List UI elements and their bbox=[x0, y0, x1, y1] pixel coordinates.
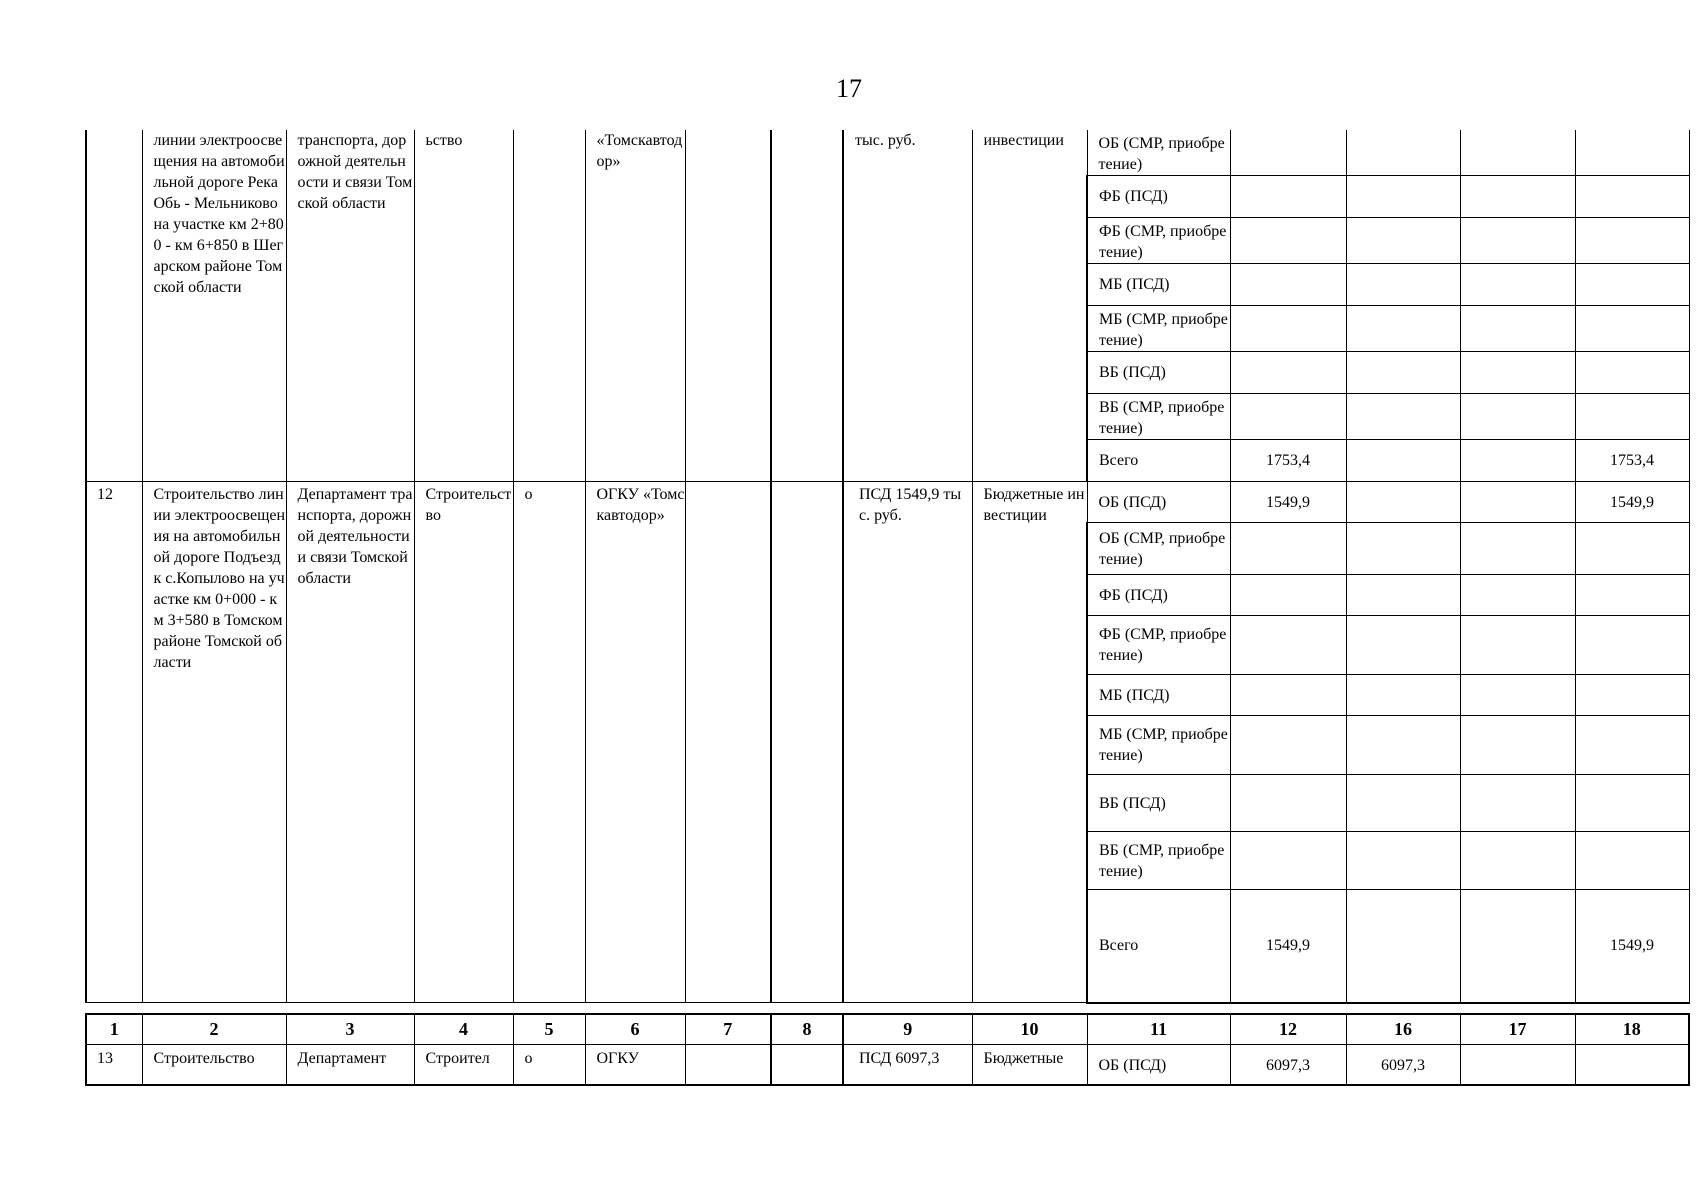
col-header: 18 bbox=[1575, 1014, 1689, 1044]
cell-c12: 1549,9 bbox=[1230, 482, 1346, 523]
col-header: 16 bbox=[1346, 1014, 1460, 1044]
cell-c7 bbox=[685, 130, 771, 482]
cell-c5: о bbox=[513, 482, 585, 1003]
cell-c17 bbox=[1460, 1044, 1575, 1085]
col-header: 2 bbox=[142, 1014, 286, 1044]
cell-source: ФБ (ПСД) bbox=[1087, 575, 1230, 616]
cell-object-name: линии электроосвещения на автомобильной дороге Река Обь - Мельниково на участке км 2+800 - км 6+850 в Шегарском районе Томской области bbox=[142, 130, 286, 482]
main-table bbox=[85, 130, 1690, 1004]
cell-investment-type: инвестиции bbox=[972, 130, 1087, 482]
cell-executor: ОГКУ bbox=[585, 1044, 685, 1085]
cell-c8 bbox=[771, 1044, 843, 1085]
col-header: 10 bbox=[972, 1014, 1087, 1044]
table-row bbox=[86, 1044, 1689, 1085]
cell-total-label: Всего bbox=[1087, 890, 1230, 1003]
cell-total-c18: 1753,4 bbox=[1575, 440, 1689, 482]
cell-total-c12: 1549,9 bbox=[1230, 890, 1346, 1003]
cell-source: ОБ (ПСД) bbox=[1087, 482, 1230, 523]
col-header: 6 bbox=[585, 1014, 685, 1044]
continuation-table bbox=[85, 1013, 1690, 1086]
cell-source: ВБ (СМР, приобретение) bbox=[1087, 832, 1230, 890]
cell-num: 12 bbox=[86, 482, 142, 1003]
page-number: 17 bbox=[836, 74, 862, 103]
col-header: 7 bbox=[685, 1014, 771, 1044]
column-number-row bbox=[86, 1014, 1689, 1044]
cell-investment-type: Бюджетные bbox=[972, 1044, 1087, 1085]
cell-work-type: ьство bbox=[414, 130, 513, 482]
cell-num: 13 bbox=[86, 1044, 142, 1085]
cell-source: ОБ (СМР, приобретение) bbox=[1087, 523, 1230, 575]
cell-total-label: Всего bbox=[1087, 440, 1230, 482]
cell-object-name: Строительство линии электроосвещения на автомобильной дороге Подъезд к с.Копылово на участке км 0+000 - км 3+580 в Томском районе Томской области bbox=[142, 482, 286, 1003]
cell-source: ФБ (СМР, приобретение) bbox=[1087, 616, 1230, 675]
cell-c8 bbox=[771, 482, 843, 1003]
cell-customer: Департамент bbox=[286, 1044, 414, 1085]
cell-investment-type: Бюджетные инвестиции bbox=[972, 482, 1087, 1003]
cell-work-type: Строител bbox=[414, 1044, 513, 1085]
cell-source: ОБ (СМР, приобретение) bbox=[1087, 130, 1230, 176]
cell-customer: Департамент транспорта, дорожной деятельности и связи Томской области bbox=[286, 482, 414, 1003]
cell-source: ФБ (СМР, приобретение) bbox=[1087, 218, 1230, 264]
col-header: 3 bbox=[286, 1014, 414, 1044]
col-header: 5 bbox=[513, 1014, 585, 1044]
cell-c8 bbox=[771, 130, 843, 482]
cell-object-name: Строительство bbox=[142, 1044, 286, 1085]
cell-source: ВБ (СМР, приобретение) bbox=[1087, 394, 1230, 440]
cell-work-type: Строительство bbox=[414, 482, 513, 1003]
cell-source: ВБ (ПСД) bbox=[1087, 775, 1230, 832]
cell-capacity: тыс. руб. bbox=[843, 130, 972, 482]
cell-c16: 6097,3 bbox=[1346, 1044, 1460, 1085]
table-row bbox=[86, 130, 1689, 176]
cell-source: МБ (ПСД) bbox=[1087, 264, 1230, 306]
col-header: 12 bbox=[1230, 1014, 1346, 1044]
col-header: 17 bbox=[1460, 1014, 1575, 1044]
cell-executor: ОГКУ «Томскавтодор» bbox=[585, 482, 685, 1003]
cell-c18: 1549,9 bbox=[1575, 482, 1689, 523]
cell-c18 bbox=[1575, 1044, 1689, 1085]
cell-c5: о bbox=[513, 1044, 585, 1085]
cell-executor: «Томскавтодор» bbox=[585, 130, 685, 482]
col-header: 1 bbox=[86, 1014, 142, 1044]
col-header: 9 bbox=[843, 1014, 972, 1044]
col-header: 8 bbox=[771, 1014, 843, 1044]
cell-total-c12: 1753,4 bbox=[1230, 440, 1346, 482]
col-header: 11 bbox=[1087, 1014, 1230, 1044]
cell-c12: 6097,3 bbox=[1230, 1044, 1346, 1085]
cell-source: ФБ (ПСД) bbox=[1087, 176, 1230, 218]
cell-source: ВБ (ПСД) bbox=[1087, 352, 1230, 394]
cell-customer: транспорта, дорожной деятельности и связи Томской области bbox=[286, 130, 414, 482]
cell-total-c18: 1549,9 bbox=[1575, 890, 1689, 1003]
table-row bbox=[86, 482, 1689, 523]
cell-capacity: ПСД 6097,3 bbox=[843, 1044, 972, 1085]
cell-num bbox=[86, 130, 142, 482]
cell-source: ОБ (ПСД) bbox=[1087, 1044, 1230, 1085]
cell-capacity: ПСД 1549,9 тыс. руб. bbox=[843, 482, 972, 1003]
col-header: 4 bbox=[414, 1014, 513, 1044]
cell-source: МБ (СМР, приобретение) bbox=[1087, 716, 1230, 775]
cell-c5 bbox=[513, 130, 585, 482]
cell-source: МБ (СМР, приобретение) bbox=[1087, 306, 1230, 352]
cell-c7 bbox=[685, 482, 771, 1003]
cell-c7 bbox=[685, 1044, 771, 1085]
cell-source: МБ (ПСД) bbox=[1087, 675, 1230, 716]
